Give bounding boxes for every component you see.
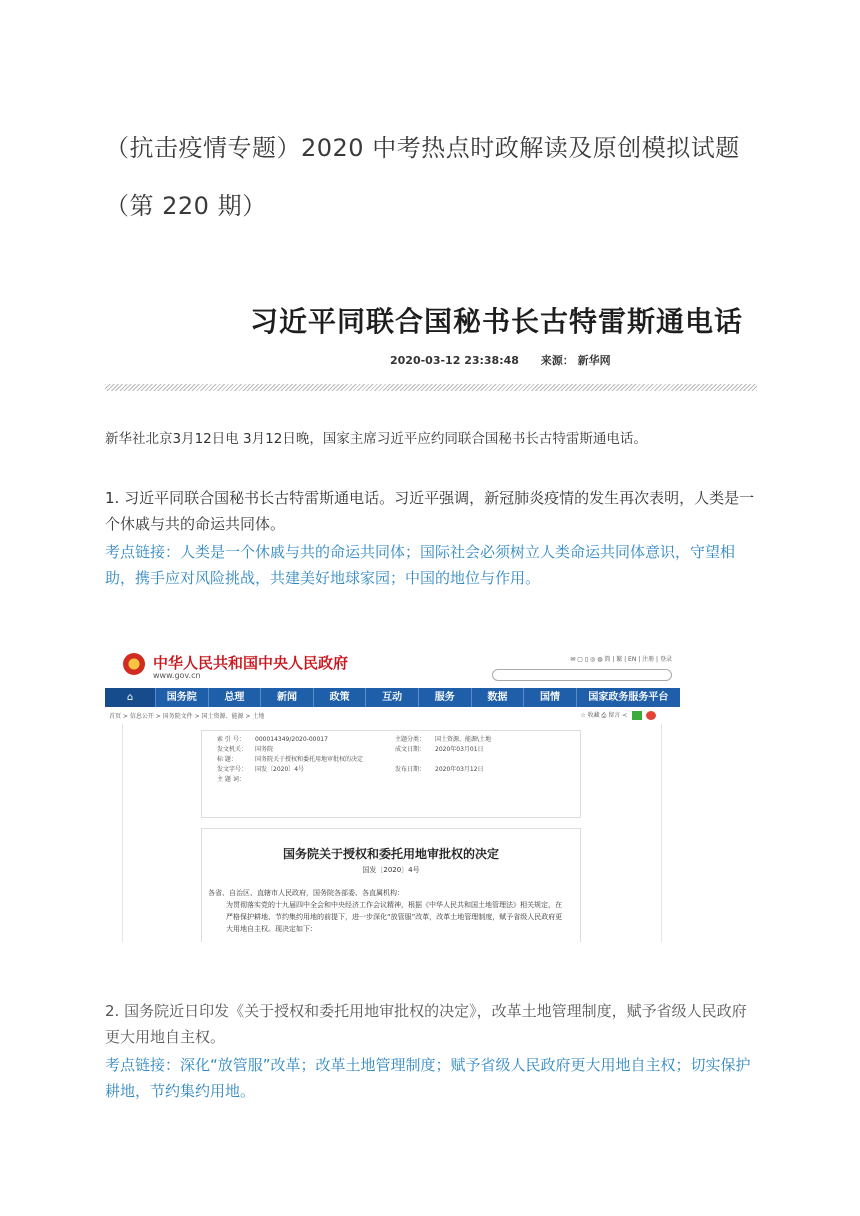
- info-key: 主题分类：: [395, 736, 426, 743]
- news-lead: 新华社北京3月12日电 3月12日晚，国家主席习近平应约同联合国秘书长古特雷斯通电话。: [105, 431, 647, 447]
- doc-text: [208, 887, 568, 935]
- gov-site-name: 中华人民共和国中央人民政府: [153, 654, 349, 672]
- doc-greeting: 各省、自治区、直辖市人民政府，国务院各部委、各直属机构：: [208, 889, 404, 897]
- item-1-text: 1. 习近平同联合国秘书长古特雷斯通电话。习近平强调，新冠肺炎疫情的发生再次表明，人类是一个休戚与共的命运共同体。: [105, 489, 755, 533]
- gov-nav-item[interactable]: 国家政务服务平台: [576, 688, 680, 707]
- info-key: 索 引 号：: [217, 736, 245, 743]
- document-issue-number: （第 220 期）: [105, 192, 267, 220]
- gov-nav-bar: [105, 688, 680, 707]
- news-source: 来源： 新华网: [540, 354, 611, 367]
- info-key: 发文机关：: [217, 746, 248, 753]
- doc-title: 国务院关于授权和委托用地审批权的决定: [282, 847, 499, 861]
- info-value: 国务院关于授权和委托用地审批权的决定: [255, 756, 364, 763]
- wechat-icon[interactable]: [632, 711, 642, 720]
- gov-website-screenshot: [105, 642, 680, 942]
- info-key: 发布日期：: [395, 766, 426, 773]
- news-datetime: 2020-03-12 23:38:48: [390, 354, 519, 367]
- info-value: 000014349/2020-00017: [255, 736, 328, 743]
- info-key: 主 题 词：: [217, 776, 245, 783]
- gov-header: [105, 642, 680, 688]
- gov-nav-item[interactable]: 服务: [418, 688, 471, 707]
- info-key: 成文日期：: [395, 746, 426, 753]
- doc-number: 国发〔2020〕4号: [362, 866, 420, 874]
- gov-breadcrumb-text[interactable]: 首页 > 信息公开 > 国务院文件 > 国土资源、能源 > 土地: [109, 713, 265, 720]
- news-meta: [105, 352, 757, 368]
- info-key: 发文字号：: [217, 766, 248, 773]
- gov-nav-item[interactable]: 国情: [523, 688, 576, 707]
- news-headline: 习近平同联合国秘书长古特雷斯通电话: [249, 305, 743, 338]
- news-header: [105, 300, 757, 368]
- info-row: [217, 765, 565, 775]
- document-title: （抗击疫情专题）2020 中考热点时政解读及原创模拟试题: [105, 134, 740, 162]
- gov-share-bar[interactable]: [580, 710, 656, 720]
- gov-nav-item[interactable]: 互动: [365, 688, 418, 707]
- info-row: [217, 775, 565, 785]
- hatched-divider: [105, 384, 757, 391]
- gov-nav-item[interactable]: 新闻: [260, 688, 313, 707]
- gov-nav-item[interactable]: 总理: [208, 688, 261, 707]
- gov-utility-links[interactable]: ✉ ▢ ▯ ◎ ◍ 简 | 繁 | EN | 注册 | 登录: [570, 656, 672, 663]
- gov-site-url: www.gov.cn: [153, 671, 201, 680]
- doc-content-box: [201, 828, 581, 942]
- doc-info-table: [201, 730, 581, 818]
- info-value: 2020年03月01日: [435, 746, 484, 753]
- gov-nav-item[interactable]: 政策: [313, 688, 366, 707]
- gov-breadcrumb: [105, 707, 680, 722]
- info-row: [217, 735, 565, 745]
- doc-body: 为贯彻落实党的十九届四中全会和中央经济工作会议精神，根据《中华人民共和国土地管理法》相关规定，在严格保护耕地、节约集约用地的前提下，进一步深化“放管服”改革，改革土地管理制度，赋予省级人民政府更大用地自主权。现决定如下：: [226, 901, 563, 933]
- gov-content: [122, 724, 662, 942]
- info-value: 国土资源、能源\土地: [435, 736, 492, 743]
- gov-home-icon[interactable]: ⌂: [105, 688, 155, 707]
- info-row: [217, 755, 565, 765]
- info-row: [217, 745, 565, 755]
- gov-nav-item[interactable]: 国务院: [155, 688, 208, 707]
- info-value: 国发〔2020〕4号: [255, 766, 305, 773]
- gov-share-text[interactable]: ☆ 收藏 ⎙ 留言 ≺: [580, 712, 628, 719]
- info-key: 标 题：: [217, 756, 237, 763]
- gov-search-input[interactable]: [492, 669, 672, 681]
- item-2-text: 2. 国务院近日印发《关于授权和委托用地审批权的决定》，改革土地管理制度，赋予省级人民政府更大用地自主权。: [105, 1002, 747, 1046]
- weibo-icon[interactable]: [646, 711, 656, 720]
- item-2-exam-link: 考点链接：深化“放管服”改革；改革土地管理制度；赋予省级人民政府更大用地自主权；切实保护耕地，节约集约用地。: [105, 1056, 751, 1100]
- info-value: 国务院: [255, 746, 274, 753]
- national-emblem-icon: [123, 653, 145, 675]
- gov-nav-item[interactable]: 数据: [471, 688, 524, 707]
- item-1-exam-link: 考点链接：人类是一个休戚与共的命运共同体；国际社会必须树立人类命运共同体意识，守望相助，携手应对风险挑战，共建美好地球家园；中国的地位与作用。: [105, 543, 736, 587]
- info-value: 2020年03月12日: [435, 766, 484, 773]
